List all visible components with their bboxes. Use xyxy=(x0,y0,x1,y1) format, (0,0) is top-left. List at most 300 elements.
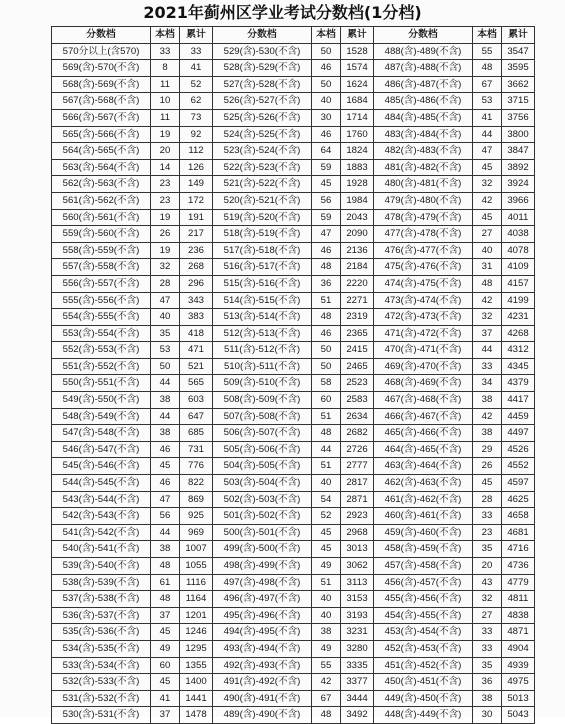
score-band-cell: 533(含)-534(不含) xyxy=(52,657,151,674)
count-cell: 45 xyxy=(312,524,341,541)
cumulative-cell: 1928 xyxy=(341,176,374,193)
cumulative-cell: 4939 xyxy=(502,657,535,674)
cumulative-cell: 52 xyxy=(180,76,213,93)
cumulative-cell: 925 xyxy=(180,508,213,525)
score-band-cell: 480(含)-481(不含) xyxy=(374,176,473,193)
count-cell: 38 xyxy=(151,425,180,442)
table-row xyxy=(52,624,535,641)
score-band-cell: 477(含)-478(不含) xyxy=(374,226,473,243)
count-cell: 38 xyxy=(473,392,502,409)
cumulative-cell: 3062 xyxy=(341,558,374,575)
cumulative-cell: 3547 xyxy=(502,43,535,60)
cumulative-cell: 2271 xyxy=(341,292,374,309)
count-cell: 48 xyxy=(312,707,341,724)
cumulative-cell: 471 xyxy=(180,342,213,359)
count-cell: 44 xyxy=(151,408,180,425)
score-band-cell: 565(含)-566(不含) xyxy=(52,126,151,143)
score-band-cell: 504(含)-505(不含) xyxy=(213,458,312,475)
cumulative-cell: 3595 xyxy=(502,60,535,77)
score-band-cell: 466(含)-467(不含) xyxy=(374,408,473,425)
score-band-cell: 529(含)-530(不含) xyxy=(213,43,312,60)
score-band-cell: 549(含)-550(不含) xyxy=(52,392,151,409)
score-band-cell: 515(含)-516(不含) xyxy=(213,275,312,292)
cumulative-cell: 2220 xyxy=(341,275,374,292)
count-cell: 47 xyxy=(151,292,180,309)
count-cell: 32 xyxy=(473,591,502,608)
cumulative-cell: 4497 xyxy=(502,425,535,442)
count-cell: 37 xyxy=(473,325,502,342)
table-row xyxy=(52,707,535,724)
score-band-cell: 492(含)-493(不含) xyxy=(213,657,312,674)
score-band-cell: 560(含)-561(不含) xyxy=(52,209,151,226)
cumulative-cell: 418 xyxy=(180,325,213,342)
count-cell: 33 xyxy=(473,624,502,641)
score-band-cell: 519(含)-520(不含) xyxy=(213,209,312,226)
count-cell: 14 xyxy=(151,159,180,176)
score-band-cell: 459(含)-460(不含) xyxy=(374,524,473,541)
cumulative-cell: 2415 xyxy=(341,342,374,359)
count-cell: 26 xyxy=(151,226,180,243)
count-cell: 51 xyxy=(312,292,341,309)
score-band-cell: 461(含)-462(不含) xyxy=(374,491,473,508)
count-cell: 55 xyxy=(312,657,341,674)
count-cell: 45 xyxy=(473,209,502,226)
score-band-cell: 556(含)-557(不含) xyxy=(52,275,151,292)
header-count: 本档 xyxy=(312,27,341,44)
score-band-cell: 494(含)-495(不含) xyxy=(213,624,312,641)
count-cell: 40 xyxy=(312,475,341,492)
cumulative-cell: 4459 xyxy=(502,408,535,425)
count-cell: 46 xyxy=(312,242,341,259)
cumulative-cell: 4838 xyxy=(502,607,535,624)
cumulative-cell: 2090 xyxy=(341,226,374,243)
score-band-cell: 471(含)-472(不含) xyxy=(374,325,473,342)
table-row xyxy=(52,558,535,575)
score-band-cell: 483(含)-484(不含) xyxy=(374,126,473,143)
score-band-cell: 520(含)-521(不含) xyxy=(213,192,312,209)
cumulative-cell: 731 xyxy=(180,441,213,458)
cumulative-cell: 4658 xyxy=(502,508,535,525)
cumulative-cell: 1355 xyxy=(180,657,213,674)
cumulative-cell: 191 xyxy=(180,209,213,226)
cumulative-cell: 172 xyxy=(180,192,213,209)
count-cell: 48 xyxy=(151,558,180,575)
score-band-cell: 507(含)-508(不含) xyxy=(213,408,312,425)
cumulative-cell: 3492 xyxy=(341,707,374,724)
count-cell: 48 xyxy=(312,425,341,442)
count-cell: 36 xyxy=(473,674,502,691)
cumulative-cell: 4625 xyxy=(502,491,535,508)
score-band-cell: 497(含)-498(不含) xyxy=(213,574,312,591)
score-band-cell: 465(含)-466(不含) xyxy=(374,425,473,442)
cumulative-cell: 3280 xyxy=(341,640,374,657)
table-row xyxy=(52,441,535,458)
count-cell: 8 xyxy=(151,60,180,77)
count-cell: 61 xyxy=(151,574,180,591)
cumulative-cell: 236 xyxy=(180,242,213,259)
score-band-cell: 498(含)-499(不含) xyxy=(213,558,312,575)
score-band-cell: 473(含)-474(不含) xyxy=(374,292,473,309)
cumulative-cell: 1246 xyxy=(180,624,213,641)
score-band-cell: 523(含)-524(不含) xyxy=(213,143,312,160)
count-cell: 45 xyxy=(473,475,502,492)
count-cell: 42 xyxy=(312,674,341,691)
count-cell: 49 xyxy=(312,640,341,657)
table-row xyxy=(52,159,535,176)
cumulative-cell: 296 xyxy=(180,275,213,292)
score-band-cell: 506(含)-507(不含) xyxy=(213,425,312,442)
table-row xyxy=(52,126,535,143)
count-cell: 41 xyxy=(151,690,180,707)
cumulative-cell: 2184 xyxy=(341,259,374,276)
count-cell: 50 xyxy=(312,358,341,375)
header-count: 本档 xyxy=(151,27,180,44)
score-band-cell: 464(含)-465(不含) xyxy=(374,441,473,458)
score-band-cell: 537(含)-538(不含) xyxy=(52,591,151,608)
score-band-cell: 568(含)-569(不含) xyxy=(52,76,151,93)
cumulative-cell: 4038 xyxy=(502,226,535,243)
cumulative-cell: 3153 xyxy=(341,591,374,608)
score-band-cell: 564(含)-565(不含) xyxy=(52,143,151,160)
cumulative-cell: 603 xyxy=(180,392,213,409)
count-cell: 38 xyxy=(151,392,180,409)
score-distribution-table xyxy=(51,26,535,724)
cumulative-cell: 149 xyxy=(180,176,213,193)
cumulative-cell: 5013 xyxy=(502,690,535,707)
score-band-cell: 559(含)-560(不含) xyxy=(52,226,151,243)
count-cell: 50 xyxy=(312,342,341,359)
cumulative-cell: 4109 xyxy=(502,259,535,276)
count-cell: 47 xyxy=(312,226,341,243)
table-row xyxy=(52,591,535,608)
count-cell: 44 xyxy=(473,126,502,143)
score-band-cell: 526(含)-527(不含) xyxy=(213,93,312,110)
cumulative-cell: 1295 xyxy=(180,640,213,657)
score-band-cell: 524(含)-525(不含) xyxy=(213,126,312,143)
count-cell: 40 xyxy=(312,607,341,624)
cumulative-cell: 2634 xyxy=(341,408,374,425)
cumulative-cell: 3662 xyxy=(502,76,535,93)
score-band-cell: 550(含)-551(不含) xyxy=(52,375,151,392)
cumulative-cell: 3924 xyxy=(502,176,535,193)
table-row xyxy=(52,192,535,209)
score-band-cell: 508(含)-509(不含) xyxy=(213,392,312,409)
count-cell: 38 xyxy=(473,425,502,442)
cumulative-cell: 3715 xyxy=(502,93,535,110)
score-band-cell: 510(含)-511(不含) xyxy=(213,358,312,375)
score-band-cell: 481(含)-482(不含) xyxy=(374,159,473,176)
count-cell: 35 xyxy=(473,541,502,558)
cumulative-cell: 5043 xyxy=(502,707,535,724)
count-cell: 27 xyxy=(473,226,502,243)
score-band-cell: 514(含)-515(不含) xyxy=(213,292,312,309)
count-cell: 50 xyxy=(151,358,180,375)
table-row xyxy=(52,275,535,292)
count-cell: 48 xyxy=(151,591,180,608)
cumulative-cell: 1441 xyxy=(180,690,213,707)
cumulative-cell: 343 xyxy=(180,292,213,309)
count-cell: 54 xyxy=(312,491,341,508)
score-band-cell: 567(含)-568(不含) xyxy=(52,93,151,110)
cumulative-cell: 4231 xyxy=(502,309,535,326)
score-band-cell: 463(含)-464(不含) xyxy=(374,458,473,475)
table-row xyxy=(52,375,535,392)
count-cell: 45 xyxy=(151,624,180,641)
count-cell: 38 xyxy=(151,541,180,558)
score-band-cell: 449(含)-450(不含) xyxy=(374,690,473,707)
score-band-cell: 509(含)-510(不含) xyxy=(213,375,312,392)
score-band-cell: 474(含)-475(不含) xyxy=(374,275,473,292)
table-row xyxy=(52,109,535,126)
cumulative-cell: 1760 xyxy=(341,126,374,143)
table-row xyxy=(52,76,535,93)
count-cell: 30 xyxy=(312,109,341,126)
count-cell: 44 xyxy=(312,441,341,458)
score-band-cell: 555(含)-556(不含) xyxy=(52,292,151,309)
count-cell: 49 xyxy=(151,640,180,657)
cumulative-cell: 1201 xyxy=(180,607,213,624)
count-cell: 23 xyxy=(473,524,502,541)
score-band-cell: 525(含)-526(不含) xyxy=(213,109,312,126)
score-band-cell: 476(含)-477(不含) xyxy=(374,242,473,259)
score-band-cell: 551(含)-552(不含) xyxy=(52,358,151,375)
count-cell: 38 xyxy=(312,624,341,641)
count-cell: 42 xyxy=(473,192,502,209)
cumulative-cell: 1055 xyxy=(180,558,213,575)
count-cell: 51 xyxy=(312,574,341,591)
table-row xyxy=(52,674,535,691)
count-cell: 44 xyxy=(151,375,180,392)
cumulative-cell: 3013 xyxy=(341,541,374,558)
score-band-cell: 540(含)-541(不含) xyxy=(52,541,151,558)
score-band-cell: 455(含)-456(不含) xyxy=(374,591,473,608)
cumulative-cell: 92 xyxy=(180,126,213,143)
score-band-cell: 522(含)-523(不含) xyxy=(213,159,312,176)
score-band-cell: 469(含)-470(不含) xyxy=(374,358,473,375)
score-band-cell: 453(含)-454(不含) xyxy=(374,624,473,641)
table-row xyxy=(52,458,535,475)
score-band-cell: 561(含)-562(不含) xyxy=(52,192,151,209)
count-cell: 55 xyxy=(473,43,502,60)
score-band-cell: 566(含)-567(不含) xyxy=(52,109,151,126)
table-row xyxy=(52,259,535,276)
score-band-cell: 491(含)-492(不含) xyxy=(213,674,312,691)
score-band-cell: 513(含)-514(不含) xyxy=(213,309,312,326)
cumulative-cell: 1528 xyxy=(341,43,374,60)
score-band-cell: 484(含)-485(不含) xyxy=(374,109,473,126)
count-cell: 40 xyxy=(151,309,180,326)
cumulative-cell: 869 xyxy=(180,491,213,508)
score-band-cell: 552(含)-553(不含) xyxy=(52,342,151,359)
count-cell: 20 xyxy=(151,143,180,160)
count-cell: 33 xyxy=(473,508,502,525)
count-cell: 36 xyxy=(312,275,341,292)
count-cell: 41 xyxy=(473,109,502,126)
cumulative-cell: 1684 xyxy=(341,93,374,110)
cumulative-cell: 4011 xyxy=(502,209,535,226)
cumulative-cell: 3847 xyxy=(502,143,535,160)
score-band-cell: 454(含)-455(不含) xyxy=(374,607,473,624)
table-row xyxy=(52,491,535,508)
cumulative-cell: 4312 xyxy=(502,342,535,359)
cumulative-cell: 2583 xyxy=(341,392,374,409)
cumulative-cell: 2043 xyxy=(341,209,374,226)
score-band-cell: 518(含)-519(不含) xyxy=(213,226,312,243)
cumulative-cell: 565 xyxy=(180,375,213,392)
cumulative-cell: 3800 xyxy=(502,126,535,143)
cumulative-cell: 4736 xyxy=(502,558,535,575)
count-cell: 51 xyxy=(312,408,341,425)
count-cell: 42 xyxy=(473,292,502,309)
cumulative-cell: 4871 xyxy=(502,624,535,641)
cumulative-cell: 383 xyxy=(180,309,213,326)
score-band-cell: 553(含)-554(不含) xyxy=(52,325,151,342)
table-row xyxy=(52,325,535,342)
cumulative-cell: 217 xyxy=(180,226,213,243)
score-band-cell: 472(含)-473(不含) xyxy=(374,309,473,326)
count-cell: 35 xyxy=(151,325,180,342)
score-band-cell: 485(含)-486(不含) xyxy=(374,93,473,110)
count-cell: 50 xyxy=(312,76,341,93)
score-band-cell: 499(含)-500(不含) xyxy=(213,541,312,558)
cumulative-cell: 3231 xyxy=(341,624,374,641)
table-body xyxy=(52,43,535,723)
cumulative-cell: 3335 xyxy=(341,657,374,674)
table-row xyxy=(52,541,535,558)
count-cell: 48 xyxy=(473,60,502,77)
cumulative-cell: 2726 xyxy=(341,441,374,458)
count-cell: 60 xyxy=(312,392,341,409)
cumulative-cell: 33 xyxy=(180,43,213,60)
score-band-cell: 452(含)-453(不含) xyxy=(374,640,473,657)
score-band-cell: 512(含)-513(不含) xyxy=(213,325,312,342)
cumulative-cell: 3756 xyxy=(502,109,535,126)
cumulative-cell: 4417 xyxy=(502,392,535,409)
table-row xyxy=(52,607,535,624)
score-band-cell: 475(含)-476(不含) xyxy=(374,259,473,276)
cumulative-cell: 685 xyxy=(180,425,213,442)
cumulative-cell: 3966 xyxy=(502,192,535,209)
count-cell: 64 xyxy=(312,143,341,160)
score-band-cell: 558(含)-559(不含) xyxy=(52,242,151,259)
header-cumulative: 累计 xyxy=(180,27,213,44)
cumulative-cell: 1624 xyxy=(341,76,374,93)
count-cell: 32 xyxy=(473,176,502,193)
table-row xyxy=(52,143,535,160)
table-row xyxy=(52,574,535,591)
cumulative-cell: 4975 xyxy=(502,674,535,691)
count-cell: 37 xyxy=(151,607,180,624)
header-cumulative: 累计 xyxy=(341,27,374,44)
cumulative-cell: 4552 xyxy=(502,458,535,475)
score-band-cell: 457(含)-458(不含) xyxy=(374,558,473,575)
cumulative-cell: 4904 xyxy=(502,640,535,657)
count-cell: 46 xyxy=(312,126,341,143)
score-band-cell: 517(含)-518(不含) xyxy=(213,242,312,259)
count-cell: 28 xyxy=(151,275,180,292)
cumulative-cell: 73 xyxy=(180,109,213,126)
cumulative-cell: 41 xyxy=(180,60,213,77)
count-cell: 45 xyxy=(312,541,341,558)
count-cell: 42 xyxy=(473,408,502,425)
count-cell: 40 xyxy=(473,242,502,259)
score-band-cell: 545(含)-546(不含) xyxy=(52,458,151,475)
table-row xyxy=(52,342,535,359)
cumulative-cell: 126 xyxy=(180,159,213,176)
cumulative-cell: 4345 xyxy=(502,358,535,375)
count-cell: 51 xyxy=(312,458,341,475)
table-row xyxy=(52,524,535,541)
count-cell: 11 xyxy=(151,109,180,126)
cumulative-cell: 3377 xyxy=(341,674,374,691)
count-cell: 48 xyxy=(312,309,341,326)
count-cell: 50 xyxy=(312,43,341,60)
score-band-cell: 468(含)-469(不含) xyxy=(374,375,473,392)
cumulative-cell: 776 xyxy=(180,458,213,475)
cumulative-cell: 2817 xyxy=(341,475,374,492)
score-band-cell: 495(含)-496(不含) xyxy=(213,607,312,624)
header-cumulative: 累计 xyxy=(502,27,535,44)
cumulative-cell: 1984 xyxy=(341,192,374,209)
count-cell: 60 xyxy=(151,657,180,674)
count-cell: 44 xyxy=(151,524,180,541)
cumulative-cell: 2136 xyxy=(341,242,374,259)
cumulative-cell: 2465 xyxy=(341,358,374,375)
count-cell: 33 xyxy=(151,43,180,60)
score-band-cell: 448(含)-449(不含) xyxy=(374,707,473,724)
cumulative-cell: 1007 xyxy=(180,541,213,558)
count-cell: 47 xyxy=(151,491,180,508)
score-band-cell: 488(含)-489(不含) xyxy=(374,43,473,60)
cumulative-cell: 2319 xyxy=(341,309,374,326)
count-cell: 56 xyxy=(151,508,180,525)
cumulative-cell: 2968 xyxy=(341,524,374,541)
count-cell: 45 xyxy=(312,176,341,193)
cumulative-cell: 3892 xyxy=(502,159,535,176)
count-cell: 56 xyxy=(312,192,341,209)
score-band-cell: 538(含)-539(不含) xyxy=(52,574,151,591)
score-band-cell: 503(含)-504(不含) xyxy=(213,475,312,492)
table-row xyxy=(52,209,535,226)
count-cell: 37 xyxy=(151,707,180,724)
score-band-cell: 478(含)-479(不含) xyxy=(374,209,473,226)
score-band-cell: 450(含)-451(不含) xyxy=(374,674,473,691)
table-row xyxy=(52,226,535,243)
score-band-cell: 532(含)-533(不含) xyxy=(52,674,151,691)
score-band-cell: 456(含)-457(不含) xyxy=(374,574,473,591)
count-cell: 59 xyxy=(312,209,341,226)
score-band-cell: 458(含)-459(不含) xyxy=(374,541,473,558)
count-cell: 52 xyxy=(312,508,341,525)
count-cell: 59 xyxy=(312,159,341,176)
score-band-cell: 500(含)-501(不含) xyxy=(213,524,312,541)
count-cell: 45 xyxy=(151,674,180,691)
cumulative-cell: 2777 xyxy=(341,458,374,475)
cumulative-cell: 1824 xyxy=(341,143,374,160)
cumulative-cell: 1164 xyxy=(180,591,213,608)
count-cell: 32 xyxy=(151,259,180,276)
count-cell: 19 xyxy=(151,242,180,259)
score-band-cell: 527(含)-528(不含) xyxy=(213,76,312,93)
count-cell: 43 xyxy=(473,574,502,591)
table-row xyxy=(52,60,535,77)
score-band-cell: 547(含)-548(不含) xyxy=(52,425,151,442)
cumulative-cell: 4078 xyxy=(502,242,535,259)
count-cell: 20 xyxy=(473,558,502,575)
cumulative-cell: 1714 xyxy=(341,109,374,126)
score-band-cell: 501(含)-502(不含) xyxy=(213,508,312,525)
table-row xyxy=(52,475,535,492)
